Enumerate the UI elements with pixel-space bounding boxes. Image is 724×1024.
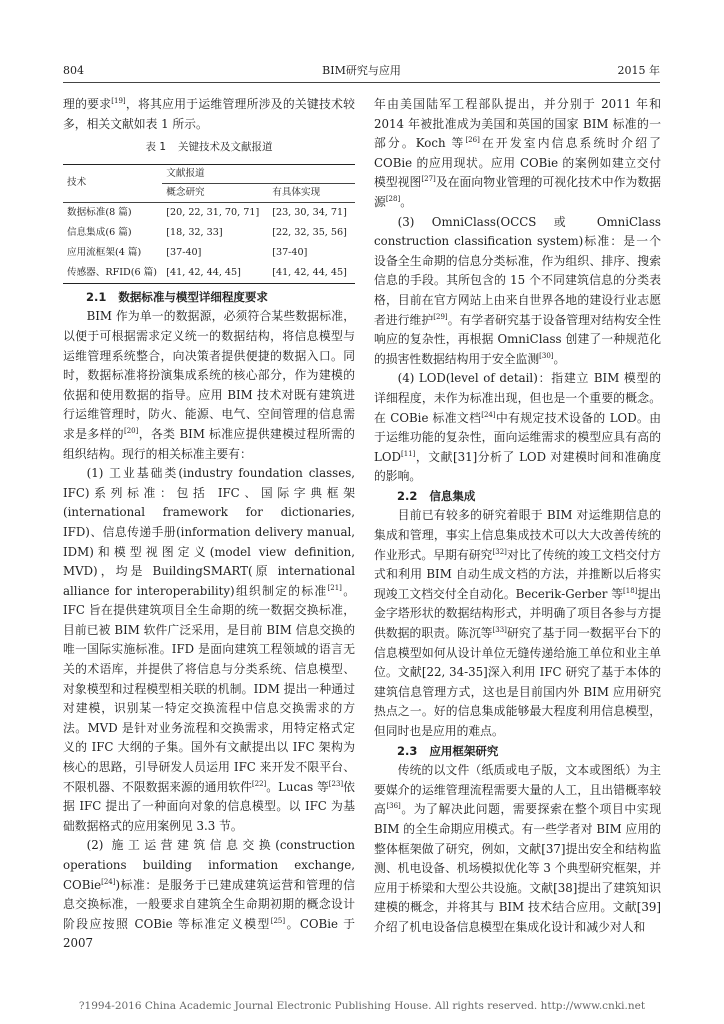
table-number: 表 1: [145, 141, 167, 154]
section-heading-2-1: 2.1 数据标准与模型详细程度要求: [86, 289, 268, 304]
citation: [19]: [111, 97, 126, 106]
body-paragraph: (2) 施工运营建筑信息交换(construction operations building information exchange, COBie[24])标准：是服务于已建成建筑运营和管理的信息交换标准，一般要求自建筑全生命期初期的概念设计阶段应按照 COBie 等标准定义模型[25]。COBie 于 2007: [63, 838, 355, 951]
table-row: 传感器、RFID(6 篇) [41, 42, 44, 45] [41, 42, 44, 45]: [63, 263, 355, 284]
citation: [27]: [421, 175, 436, 184]
body-paragraph: (3) OmniClass(OCCS 或 OmniClass construction classification system)标准：是一个设备全生命期的信息分类标准，作为组织、排序、搜索信息的手段。其所包含的 15 个不同建筑信息的分类表格，目前在官方网站上由来自世界各地的建设行业志愿者进行维护[29]。有学者研究基于设备管理对结构安全性响应的复杂性，再根据 OmniClass 创建了一种规范化的损害性数据结构用于安全监测[30]。: [374, 214, 661, 366]
citation: [26]: [465, 136, 480, 145]
running-header: [63, 60, 660, 82]
section-heading-2-3: 2.3 应用框架研究: [397, 743, 499, 758]
col-header-literature: 文献报道: [162, 164, 355, 183]
citation: [25]: [270, 916, 286, 925]
citation: [28]: [385, 195, 401, 204]
section-heading-2-2: 2.2 信息集成: [397, 488, 476, 503]
table-row: 信息集成(6 篇) [18, 32, 33] [22, 32, 35, 56]: [67, 226, 347, 238]
table-row: 数据标准(8 篇) [20, 22, 31, 70, 71] [23, 30, 34, 71]: [67, 206, 347, 218]
body-paragraph: (1) 工业基础类(industry foundation classes, IFC)系列标准：包括 IFC、国际字典框架(international framework for dictionaries, IFD)、信息传递手册(information delivery manual, IDM)和模型视图定义(model view definition, MVD)，均是 BuildingSMART(原 international alliance for interoperability)组织制定的标准[21]。IFC 旨在提供建筑项目全生命期的统一数据交换标准，目前已被 BIM 软件广泛采用，是目前 BIM 信息交换的唯一国际实施标准。IFD 是面向建筑工程领域的语言无关的术语库，并提供了将信息与分类系统、信息模型、对象模型和过程模型相关联的机制。IDM 提出一种通过对建模，识别某一特定交换流程中信息交换需求的方法。MVD 是针对业务流程和交换需求，用特定格式定义的 IFC 大纲的子集。国外有文献提出以 IFC 架构为核心的思路，引导研发人员运用 IFC 来开发不限平台、不限机器、不限数据来源的通用软件[22]。Lucas 等[23]依据 IFC 提出了一种面向对象的信息模型。以 IFC 为基础数据格式的应用案例见 3.3 节。: [63, 466, 355, 833]
citation: [29]: [433, 312, 448, 321]
citation: [32]: [492, 547, 507, 556]
page-number: 804: [63, 64, 84, 77]
intro-paragraph: 理的要求[19]，将其应用于运维管理所涉及的关键技术较多，相关文献如表 1 所示。: [63, 97, 355, 131]
journal-name: BIM研究与应用: [322, 64, 401, 77]
body-paragraph: 传统的以文件（纸质或电子版，文本或图纸）为主要媒介的运维管理流程需要大量的人工，且出错概率较高[36]。为了解决此问题，需要探索在整个项目中实现 BIM 的全生命期应用模式。有一些学者对 BIM 应用的整体框架做了研究，例如，文献[37]提出安全和结构监测、机电设备、机场模拟优化等 3 个典型研究框架，并应用于桥梁和大型公共设施。文献[38]提出了建筑知识建模的概念，并将其与 BIM 技术结合应用。文献[39]介绍了机电设备信息模型在集成化设计和减少对人和: [374, 763, 661, 934]
issue-year: 2015 年: [617, 64, 660, 77]
citation: [30]: [539, 351, 554, 360]
citation: [18]: [623, 586, 638, 595]
body-paragraph: BIM 作为单一的数据源，必须符合某些数据标准，以便于可根据需求定义统一的数据结构，将信息模型与运维管理系统整合，向决策者提供便捷的数据入口。同时，数据标准将扮演集成系统的核心部分，作为建模的依据和使用数据的指导。应用 BIM 技术对既有建筑进行运维管理时，防火、能源、电气、空间管理的信息需求是多样的[20]，各类 BIM 标准应提供建模过程所需的组织结构。现行的相关标准主要有：: [63, 309, 355, 461]
citation: [24]: [481, 410, 496, 419]
key-technologies-table: [63, 164, 355, 284]
citation: [22]: [251, 779, 267, 788]
citation: [23]: [328, 779, 344, 788]
body-paragraph: 年由美国陆军工程部队提出，并分别于 2011 年和 2014 年被批准成为美国和英国的国家 BIM 标准的一部分。Koch 等[26]在开发室内信息系统时介绍了 COBie 的应用现状。应用 COBie 的案例如建立交付模型视图[27]及在面向物业管理的可视化技术中作为数据源[28]。: [374, 97, 661, 209]
table-row: 应用流框架(4 篇) [37-40] [37-40]: [67, 246, 308, 258]
citation: [21]: [327, 583, 342, 592]
left-column: [63, 95, 355, 954]
table-title: 关键技术及文献报道: [178, 141, 273, 154]
col-header-concept: 概念研究: [166, 186, 205, 198]
body-paragraph: (4) LOD(level of detail)：指建立 BIM 模型的详细程度，未作为标准出现，但也是一个重要的概念。在 COBie 标准文档[24]中有规定技术设备的 LOD。由于运维功能的复杂性，面向运维需求的模型应具有高的 LOD[11]，文献[31]分析了 LOD 对建模时间和准确度的影响。: [374, 371, 662, 484]
citation: [24]: [101, 877, 116, 886]
citation: [33]: [492, 626, 507, 635]
right-column: [374, 95, 661, 938]
col-header-tech: 技术: [63, 164, 162, 202]
header-rule: [63, 82, 660, 83]
citation: [20]: [123, 427, 139, 436]
col-header-implementation: 有具体实现: [272, 186, 321, 198]
citation: [36]: [386, 802, 401, 811]
body-paragraph: 目前已有较多的研究着眼于 BIM 对运维期信息的集成和管理，事实上信息集成技术可以大大改善传统的作业形式。早期有研究[32]对比了传统的竣工文档交付方式和利用 BIM 自动生成文档的方法，并推断以后将实现竣工文档交付全自动化。Becerik-Gerber 等[18]提出金字塔形状的数据结构形式，并明确了项目各参与方提供数据的职责。陈沉等[33]研究了基于同一数据平台下的信息模型如何从设计单位无缝传递给施工单位和业主单位。文献[22, 34-35]深入利用 IFC 研究了基于本体的建筑信息管理方式，这也是目前国内外 BIM 应用研究热点之一。好的信息集成能够最大程度利用信息模型，但同时也是应用的难点。: [374, 508, 661, 738]
citation: [11]: [400, 449, 416, 458]
table-caption: [63, 138, 355, 158]
copyright-footer: ?1994-2016 China Academic Journal Electronic Publishing House. All rights reserved. http://www.cnki.net: [78, 1000, 646, 1012]
